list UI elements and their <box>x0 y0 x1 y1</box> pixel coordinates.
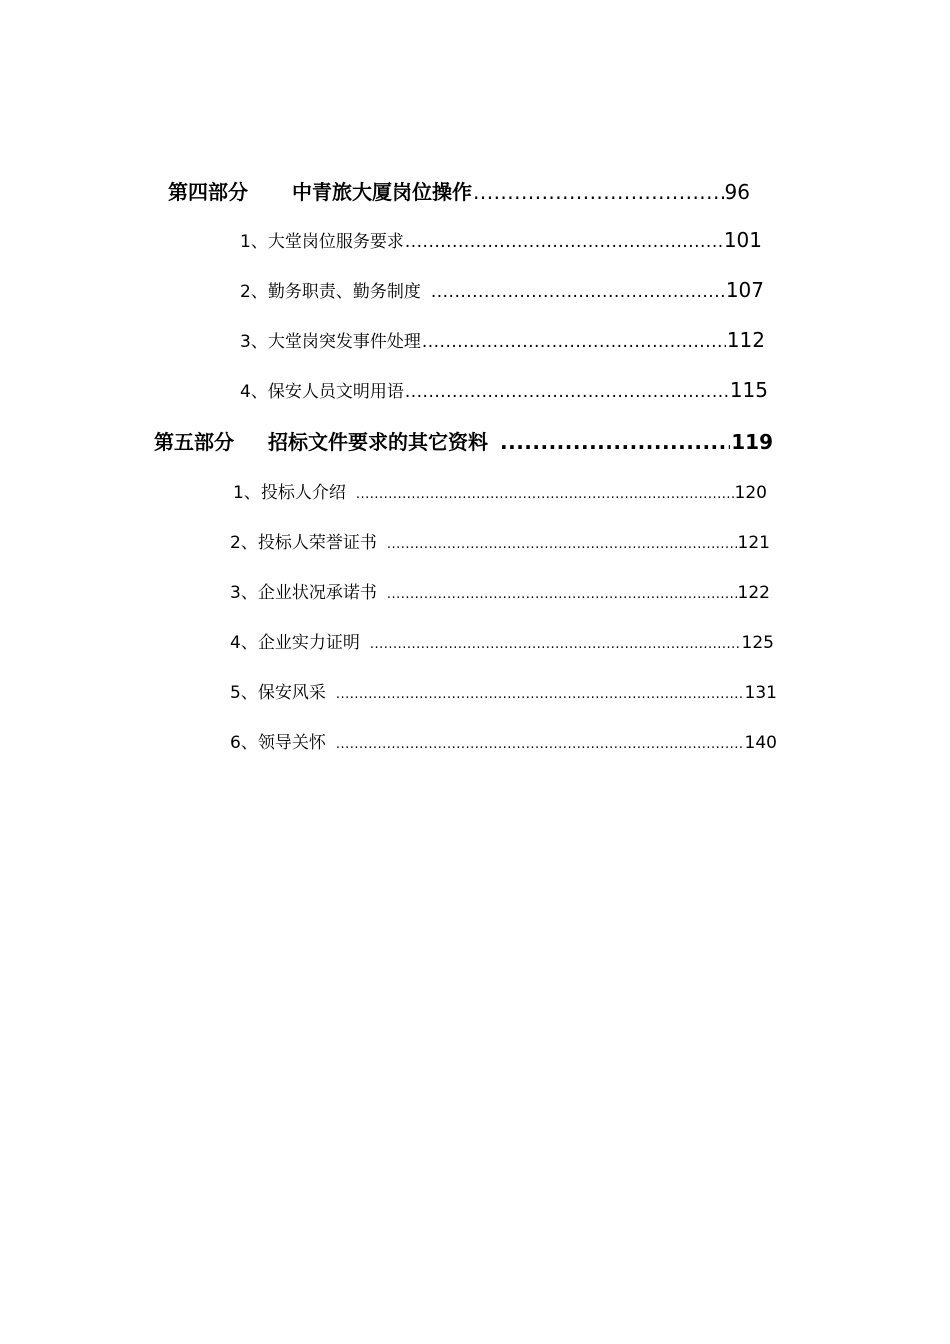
toc-item-label: 4、企业实力证明 <box>230 633 360 653</box>
dot-leader <box>336 687 744 702</box>
toc-item-page: 122 <box>737 583 770 603</box>
toc-item-page: 121 <box>737 533 770 553</box>
toc-item[interactable] <box>230 578 770 603</box>
toc-item-label: 4、保安人员文明用语 <box>240 382 404 402</box>
dot-leader <box>405 232 723 252</box>
toc-item-label: 1、大堂岗位服务要求 <box>240 232 404 252</box>
toc-item-page: 125 <box>741 633 774 653</box>
toc-item[interactable] <box>233 478 767 503</box>
toc-part5-heading[interactable] <box>154 426 773 455</box>
toc-item-page: 112 <box>726 328 765 352</box>
dot-leader <box>500 430 730 454</box>
toc-item[interactable] <box>240 327 765 352</box>
toc-item[interactable] <box>230 628 774 653</box>
toc-part4-heading[interactable] <box>168 176 750 205</box>
toc-item[interactable] <box>240 227 762 252</box>
dot-leader <box>370 637 741 652</box>
part4-page-number: 96 <box>724 180 750 204</box>
part4-number: 第四部分 <box>168 180 248 204</box>
toc-item-page: 131 <box>744 683 777 703</box>
toc-item-label: 6、领导关怀 <box>230 733 326 753</box>
toc-item-label: 5、保安风采 <box>230 683 326 703</box>
part5-title: 招标文件要求的其它资料 <box>268 430 488 454</box>
dot-leader <box>431 282 725 302</box>
part4-title: 中青旅大厦岗位操作 <box>292 180 472 204</box>
toc-item-page: 107 <box>725 278 764 302</box>
toc-item[interactable] <box>230 678 777 703</box>
dot-leader <box>387 537 737 552</box>
toc-item[interactable] <box>230 528 770 553</box>
dot-leader <box>473 180 724 204</box>
dot-leader <box>356 487 734 502</box>
dot-leader <box>422 332 726 352</box>
toc-item-page: 101 <box>723 228 762 252</box>
toc-item[interactable] <box>240 377 768 402</box>
toc-item-label: 3、企业状况承诺书 <box>230 583 377 603</box>
toc-item[interactable] <box>240 277 764 302</box>
toc-item-page: 140 <box>744 733 777 753</box>
dot-leader <box>405 382 729 402</box>
toc-item-label: 2、勤务职责、勤务制度 <box>240 282 421 302</box>
toc-item[interactable] <box>230 728 777 753</box>
toc-item-page: 115 <box>729 378 768 402</box>
toc-item-label: 2、投标人荣誉证书 <box>230 533 377 553</box>
toc-item-label: 3、大堂岗突发事件处理 <box>240 332 421 352</box>
part5-page-number: 119 <box>731 430 773 454</box>
toc-item-label: 1、投标人介绍 <box>233 483 346 503</box>
part5-number: 第五部分 <box>154 430 234 454</box>
dot-leader <box>387 587 737 602</box>
toc-item-page: 120 <box>734 483 767 503</box>
dot-leader <box>336 737 744 752</box>
